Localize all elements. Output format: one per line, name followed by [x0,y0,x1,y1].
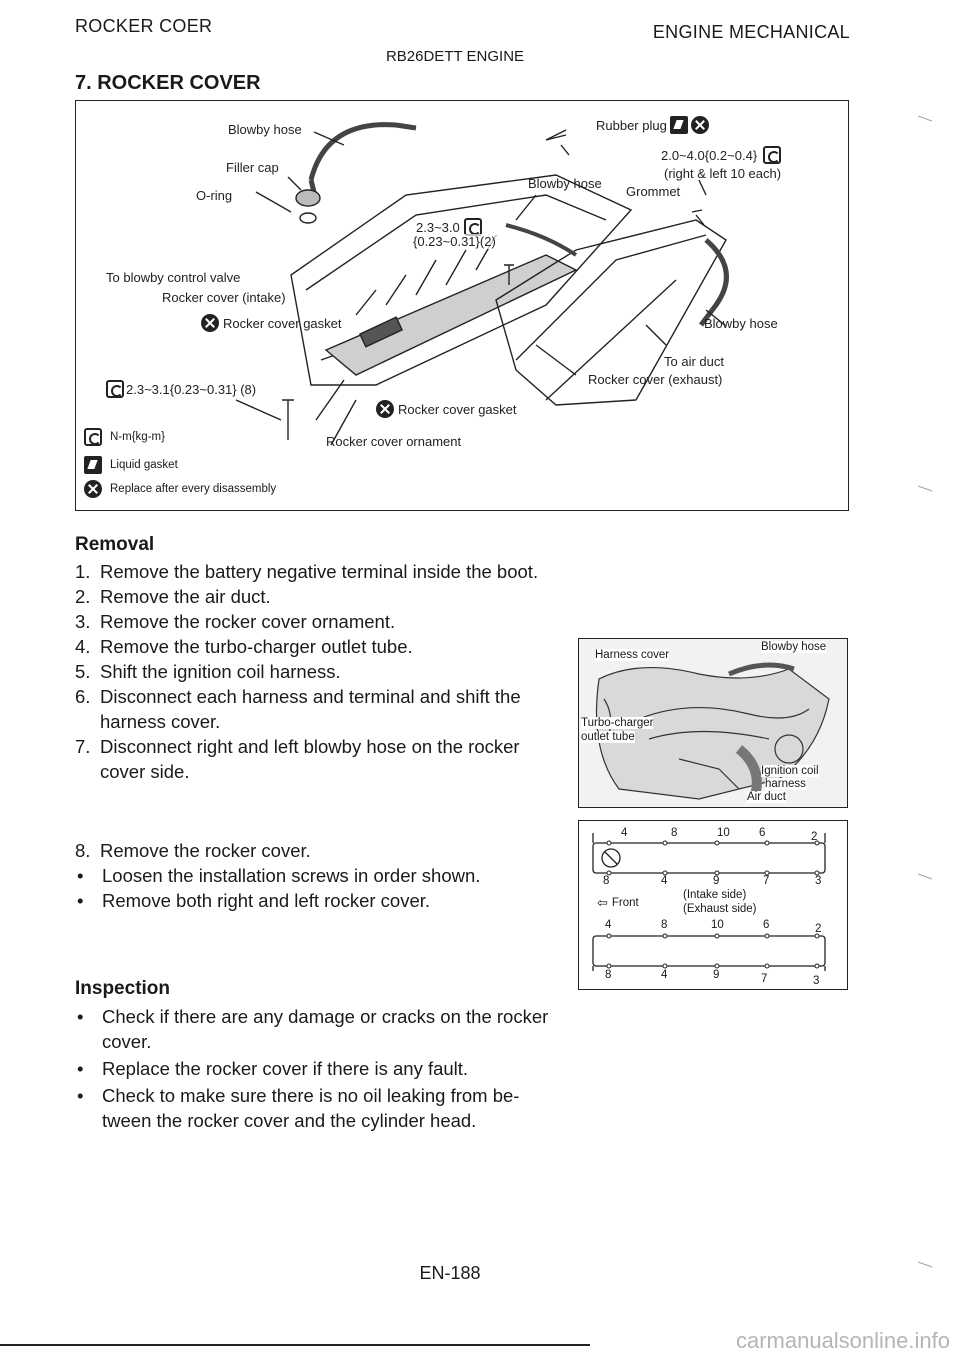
label-filler-cap: Filler cap [226,160,279,175]
seq-intake-top-2: 8 [671,827,678,839]
seq-intake-bottom-5: 3 [815,875,822,887]
photo-label-outlet-tube: outlet tube [581,731,635,743]
label-blowby-hose-right: Blowby hose [704,316,778,331]
list-item: 7. Disconnect right and left blowby hose on the rocker cover side. [75,736,520,782]
seq-intake-bottom-4: 7 [763,875,770,887]
photo-label-ignition-coil: Ignition coil [761,765,819,777]
seq-intake-top-5: 2 [811,831,818,843]
legend-replace-text: Replace after every disassembly [110,483,277,495]
header-engine-name: RB26DETT ENGINE [385,48,525,65]
legend-replace [84,480,276,498]
section-title: 7. ROCKER COVER [75,72,261,94]
label-torque-plug-group [661,146,781,164]
seq-exhaust-top-4: 6 [763,919,770,931]
seq-exhaust-bottom-1: 8 [605,969,612,981]
seq-front-indicator [597,895,639,911]
seq-front-label: Front [611,897,639,909]
torque-icon [84,428,102,446]
removal-bullets [75,863,565,913]
legend-liquid-text: Liquid gasket [110,459,178,471]
label-blowby-hose-middle: Blowby hose [528,176,602,191]
margin-mark [918,485,932,497]
photo-label-harness: harness [765,778,806,790]
seq-exhaust-top-1: 4 [605,919,612,931]
seq-exhaust-top-5: 2 [815,923,822,935]
label-rocker-cover-gasket-intake: Rocker cover gasket [223,315,342,331]
screw-sequence-diagram [578,820,848,990]
watermark: carmanualsonline.info [735,1328,950,1353]
liquid-gasket-icon [84,456,102,474]
seq-exhaust-bottom-2: 4 [661,969,668,981]
seq-exhaust-top-2: 8 [661,919,668,931]
page-number: EN-188 [419,1263,481,1283]
label-rubber-plug: Rubber plug [596,117,667,133]
list-item: • Check to make sure there is no oil leaking from be-tween the rocker cover and the cylinder head. [77,1085,520,1131]
torque-icon [106,380,124,398]
torque-icon [763,146,781,164]
list-item: • Remove both right and left rocker cover. [77,890,431,911]
removal-steps [75,559,565,784]
label-gasket-exhaust-group [376,400,517,418]
replace-icon [201,314,219,332]
exploded-diagram [75,100,849,511]
label-o-ring: O-ring [196,188,233,203]
seq-exhaust-bottom-4: 7 [761,973,768,985]
photo-label-harness-cover: Harness cover [595,649,670,661]
label-rocker-cover-exhaust: Rocker cover (exhaust) [588,372,723,387]
removal-heading: Removal [75,534,155,555]
label-torque-bottom: 2.3~3.1{0.23~0.31} (8) [126,381,257,397]
label-torque-plug: 2.0~4.0{0.2~0.4} [661,147,758,163]
seq-exhaust-top-3: 10 [711,919,724,931]
replace-icon [691,116,709,134]
photo-label-air-duct: Air duct [747,791,786,803]
header-section-name: ROCKER COER [75,16,213,36]
label-torque-bottom-group [106,380,256,398]
photo-label-turbo-charger: Turbo-charger [581,717,654,729]
label-to-blowby-valve: To blowby control valve [106,270,241,285]
margin-mark [918,1261,932,1273]
list-item: 3. Remove the rocker cover ornament. [75,611,396,632]
list-item: 1. Remove the battery negative terminal inside the boot. [75,561,539,582]
legend-torque-text: N-m{kg-m} [110,431,165,443]
list-item: • Loosen the installation screws in order shown. [77,865,481,886]
label-rocker-cover-intake: Rocker cover (intake) [162,290,286,305]
engine-bay-photo [578,638,848,808]
photo-label-blowby-hose: Blowby hose [761,641,827,653]
label-rocker-cover-gasket-exhaust: Rocker cover gasket [398,401,517,417]
seq-intake-bottom-3: 9 [713,875,720,887]
seq-exhaust-side-label: (Exhaust side) [683,903,757,915]
seq-intake-top-4: 6 [759,827,766,839]
list-item: • Replace the rocker cover if there is any fault. [77,1058,469,1079]
liquid-gasket-icon [670,116,688,134]
replace-icon [84,480,102,498]
label-grommet: Grommet [626,184,681,199]
list-item: 4. Remove the turbo-charger outlet tube. [75,636,413,657]
label-torque-middle-qty: {0.23~0.31}(2) [413,234,496,249]
margin-mark [918,873,932,885]
replace-icon [376,400,394,418]
seq-intake-top-3: 10 [717,827,730,839]
list-item: 5. Shift the ignition coil harness. [75,661,341,682]
seq-intake-bottom-2: 4 [661,875,668,887]
footer-rule [0,1344,590,1346]
label-gasket-intake-group [201,314,342,332]
label-rocker-cover-ornament: Rocker cover ornament [326,434,462,449]
seq-intake-bottom-1: 8 [603,875,610,887]
arrow-left-icon: ⇦ [597,895,608,910]
list-item: 2. Remove the air duct. [75,586,271,607]
legend-liquid-gasket [84,456,178,474]
list-item: 8. Remove the rocker cover. [75,840,311,861]
label-torque-plug-count: (right & left 10 each) [664,166,782,181]
label-torque-middle: 2.3~3.0 [416,219,460,235]
seq-exhaust-bottom-5: 3 [813,975,820,987]
seq-intake-side-label: (Intake side) [683,889,747,901]
inspection-bullets [75,1004,565,1133]
seq-intake-top-1: 4 [621,827,628,839]
removal-step-8 [75,838,565,863]
list-item: 6. Disconnect each harness and terminal and shift the harness cover. [75,686,521,732]
header-chapter-name: ENGINE MECHANICAL [652,22,850,42]
legend-torque [84,428,165,446]
list-item: • Check if there are any damage or cracks on the rocker cover. [77,1006,549,1052]
margin-mark [918,115,932,127]
seq-exhaust-bottom-3: 9 [713,969,720,981]
inspection-heading: Inspection [75,978,171,999]
label-to-air-duct: To air duct [664,354,724,369]
label-rubber-plug-group [596,116,709,134]
label-blowby-hose-top: Blowby hose [228,122,302,137]
